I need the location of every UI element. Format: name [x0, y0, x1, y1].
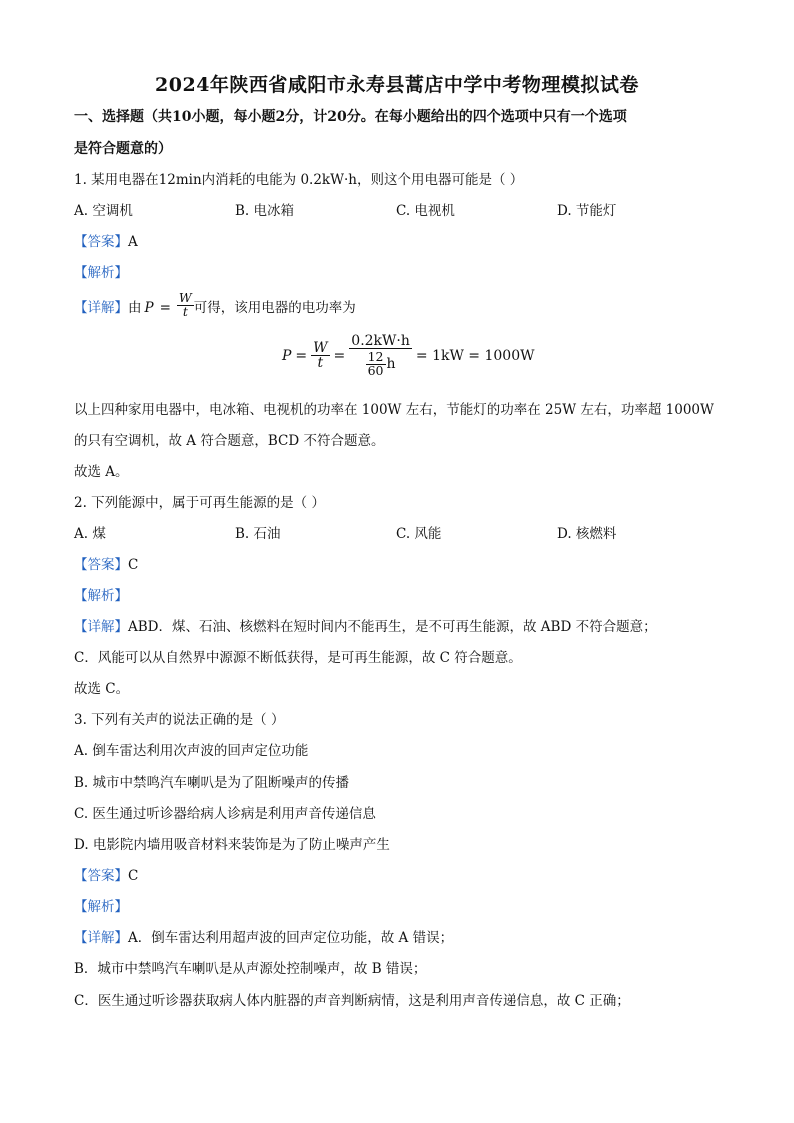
- answer-value: C: [128, 557, 139, 573]
- detail-post: 可得，该用电器的电功率为: [193, 300, 356, 317]
- formula-fraction-main: [349, 334, 412, 377]
- detail-tag: 【详解】: [74, 930, 128, 946]
- q2-detail-line2: C．风能可以从自然界中源源不断低获得，是可再生能源，故 C 符合题意。: [74, 650, 522, 666]
- formula-den-unit: h: [386, 356, 396, 372]
- formula-inner-num: 12: [367, 349, 384, 364]
- formula-p: P: [282, 347, 292, 364]
- formula-w: W: [313, 340, 328, 356]
- q3-answer: [74, 870, 138, 884]
- q1-explain-line1: 以上四种家用电器中，电冰箱、电视机的功率在 100W 左右，节能灯的功率在 25W 左右，功率超 1000W: [74, 402, 714, 418]
- formula-fraction-wt: [311, 341, 329, 370]
- q2-option-d: D. 核燃料: [557, 526, 617, 542]
- formula-t: t: [317, 355, 324, 371]
- detail-text: A．倒车雷达利用超声波的回声定位功能，故 A 错误；: [128, 930, 454, 946]
- power-formula: [282, 334, 535, 377]
- detail-text: ABD．煤、石油、核燃料在短时间内不能再生，是不可再生能源，故 ABD 不符合题意；: [128, 619, 657, 635]
- inline-formula-eq: =: [159, 300, 171, 317]
- detail-tag: 【详解】: [74, 300, 128, 317]
- answer-tag: 【答案】: [74, 234, 128, 250]
- q3-stem: 3. 下列有关声的说法正确的是（ ）: [74, 712, 285, 728]
- q1-option-d: D. 节能灯: [557, 203, 617, 219]
- formula-denominator: [349, 349, 412, 377]
- q2-stem: 2. 下列能源中，属于可再生能源的是（ ）: [74, 495, 325, 511]
- q3-option-a: A. 倒车雷达利用次声波的回声定位功能: [74, 743, 309, 759]
- formula-eq1: =: [295, 347, 308, 364]
- q2-detail-line1: [74, 621, 657, 635]
- q2-analysis-tag: 【解析】: [74, 588, 128, 604]
- formula-eq2: =: [333, 347, 346, 364]
- inline-fraction: [177, 292, 194, 318]
- inline-fraction-den: t: [182, 303, 188, 319]
- q2-answer: [74, 559, 138, 573]
- detail-tag: 【详解】: [74, 619, 128, 635]
- q1-analysis-tag: 【解析】: [74, 265, 128, 281]
- inline-formula-p: P: [144, 300, 154, 317]
- q1-stem: 1. 某用电器在12min内消耗的电能为 0.2kW·h，则这个用电器可能是（ ）: [74, 172, 524, 188]
- inline-fraction-num: W: [178, 290, 192, 305]
- section-heading-line1: 一、选择题（共10小题，每小题2分，计20分。在每小题给出的四个选项中只有一个选项: [74, 109, 627, 125]
- q2-option-b: B. 石油: [235, 526, 281, 542]
- q2-option-a: A. 煤: [74, 526, 106, 542]
- answer-tag: 【答案】: [74, 557, 128, 573]
- q1-option-a: A. 空调机: [74, 203, 133, 219]
- q3-detail-line3: C．医生通过听诊器获取病人体内脏器的声音判断病情，这是利用声音传递信息，故 C 正确；: [74, 993, 630, 1009]
- q3-detail-line1: [74, 932, 453, 946]
- q2-option-c: C. 风能: [396, 526, 442, 542]
- q3-option-c: C. 医生通过听诊器给病人诊病是利用声音传递信息: [74, 806, 376, 822]
- q1-answer: [74, 236, 138, 250]
- answer-tag: 【答案】: [74, 868, 128, 884]
- q1-explain-line2: 的只有空调机，故 A 符合题意，BCD 不符合题意。: [74, 433, 385, 449]
- q1-conclusion: 故选 A。: [74, 464, 129, 480]
- detail-pre: 由: [128, 300, 142, 317]
- formula-inner-fraction: [366, 351, 386, 377]
- q2-conclusion: 故选 C。: [74, 681, 130, 697]
- q3-detail-line2: B．城市中禁鸣汽车喇叭是从声源处控制噪声，故 B 错误；: [74, 961, 427, 977]
- q1-detail-intro: [74, 290, 356, 319]
- formula-numerator: 0.2kW·h: [351, 333, 410, 349]
- q3-analysis-tag: 【解析】: [74, 899, 128, 915]
- answer-value: C: [128, 868, 139, 884]
- q3-option-b: B. 城市中禁鸣汽车喇叭是为了阻断噪声的传播: [74, 775, 350, 791]
- formula-inner-den: 60: [367, 362, 384, 378]
- formula-rest: = 1kW = 1000W: [415, 347, 535, 364]
- section-heading-line2: 是符合题意的）: [74, 141, 172, 157]
- page-title: 2024年陕西省咸阳市永寿县蒿店中学中考物理模拟试卷: [155, 74, 639, 96]
- q1-option-b: B. 电冰箱: [235, 203, 295, 219]
- q3-option-d: D. 电影院内墙用吸音材料来装饰是为了防止噪声产生: [74, 837, 390, 853]
- q1-option-c: C. 电视机: [396, 203, 455, 219]
- answer-value: A: [128, 234, 138, 250]
